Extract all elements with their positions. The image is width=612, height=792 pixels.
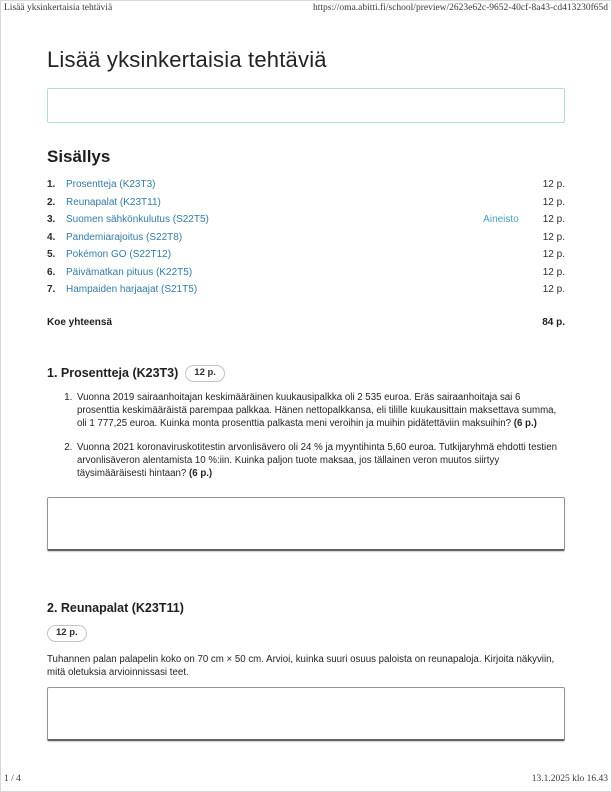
- page-indicator: 1 / 4: [4, 774, 21, 784]
- toc-item-number: 4.: [47, 231, 56, 243]
- answer-textarea[interactable]: [47, 687, 565, 741]
- toc-item-points: 12 p.: [542, 231, 565, 243]
- toc-link-sahkonkulutus[interactable]: Suomen sähkönkulutus (S22T5): [66, 214, 209, 225]
- toc-item-number: 3.: [47, 214, 56, 225]
- question-item: [75, 391, 565, 430]
- question-text: Vuonna 2021 koronaviruskotitestin arvonlisävero oli 24 % ja myyntihinta 5,60 euroa. Tutkijaryhmä ehdotti testien arvonlisäveron alentamista 10 %:iin. Kuinka paljon tuote maksaa, jos tällainen veron muutos siirtyy täysimääräisesti hintaan?: [77, 441, 557, 479]
- section-2-points-badge: 12 p.: [47, 625, 87, 642]
- toc-link-pandemiarajoitus[interactable]: Pandemiarajoitus (S22T8): [66, 231, 183, 243]
- question-text: Tuhannen palan palapelin koko on 70 cm × 50 cm. Arvioi, kuinka suuri osuus paloista on reunapaloja. Kirjoita näkyviin, mitä oletuksia arvioinnissasi teet.: [47, 653, 555, 678]
- toc-link-reunapalat[interactable]: Reunapalat (K23T11): [66, 196, 161, 208]
- print-header-url: https://oma.abitti.fi/school/preview/2623e62c-9652-40cf-8a43-cd413230f65d: [313, 3, 608, 13]
- section-1-heading: [47, 365, 565, 382]
- print-header-title: Lisää yksinkertaisia tehtäviä: [4, 3, 113, 13]
- table-of-contents: [47, 179, 565, 302]
- toc-item-number: 2.: [47, 196, 56, 208]
- toc-row: [47, 249, 565, 267]
- toc-link-prosentteja[interactable]: Prosentteja (K23T3): [66, 179, 156, 190]
- question-text: Vuonna 2019 sairaanhoitajan keskimääräinen kuukausipalkka oli 2 535 euroa. Eräs sairaanhoitaja sai 6 prosenttia keskimääräistä parempaa palkkaa. Hänen nettopalkkansa, eli tilille kuukausittain maksettava summa, oli 1 777,25 euroa. Kuinka monta prosenttia palkasta meni veroihin ja muihin pidätettäviin maksuihin?: [77, 391, 557, 429]
- toc-item-number: 5.: [47, 249, 56, 260]
- exam-content: [1, 47, 611, 741]
- question-list: [47, 391, 565, 480]
- section-1-title: 1. Prosentteja (K23T3): [47, 365, 179, 380]
- question-item: [75, 441, 565, 480]
- print-header: [4, 3, 608, 13]
- toc-heading: Sisällys: [47, 147, 111, 166]
- toc-total-label: Koe yhteensä: [47, 316, 113, 328]
- toc-row: [47, 179, 565, 197]
- toc-item-points: 12 p.: [542, 249, 565, 260]
- question-points: (6 p.): [189, 467, 213, 479]
- toc-item-points: 12 p.: [542, 284, 565, 295]
- toc-link-paivamatkan-pituus[interactable]: Päivämatkan pituus (K22T5): [66, 266, 193, 278]
- exam-title: Lisää yksinkertaisia tehtäviä: [47, 47, 327, 72]
- print-datetime: 13.1.2025 klo 16.43: [531, 774, 608, 784]
- toc-row: [47, 232, 565, 250]
- question-section-2: [47, 600, 565, 741]
- toc-row: [47, 284, 565, 302]
- toc-item-points: 12 p.: [542, 179, 565, 190]
- toc-item-number: 6.: [47, 266, 56, 278]
- toc-row: [47, 197, 565, 215]
- toc-item-number: 1.: [47, 179, 56, 190]
- toc-item-points: 12 p.: [542, 214, 565, 225]
- section-2-heading: [47, 600, 565, 617]
- toc-aineisto-link[interactable]: Aineisto: [483, 214, 519, 225]
- exam-instructions-box: [47, 88, 565, 123]
- toc-item-number: 7.: [47, 284, 56, 295]
- toc-item-points: 12 p.: [542, 266, 565, 278]
- section-2-badge-row: [47, 622, 565, 642]
- print-footer: [4, 774, 608, 784]
- answer-textarea[interactable]: [47, 497, 565, 551]
- toc-row: [47, 267, 565, 285]
- question-section-1: [47, 365, 565, 551]
- question-points: (6 p.): [513, 417, 537, 429]
- toc-row: [47, 214, 565, 232]
- section-1-points-badge: 12 p.: [185, 365, 225, 382]
- toc-total-points: 84 p.: [542, 316, 565, 328]
- toc-item-points: 12 p.: [542, 196, 565, 208]
- toc-link-hampaiden-harjaajat[interactable]: Hampaiden harjaajat (S21T5): [66, 284, 198, 295]
- toc-total-row: [47, 317, 565, 328]
- toc-link-pokemon-go[interactable]: Pokémon GO (S22T12): [66, 249, 172, 260]
- section-2-title: 2. Reunapalat (K23T11): [47, 600, 184, 615]
